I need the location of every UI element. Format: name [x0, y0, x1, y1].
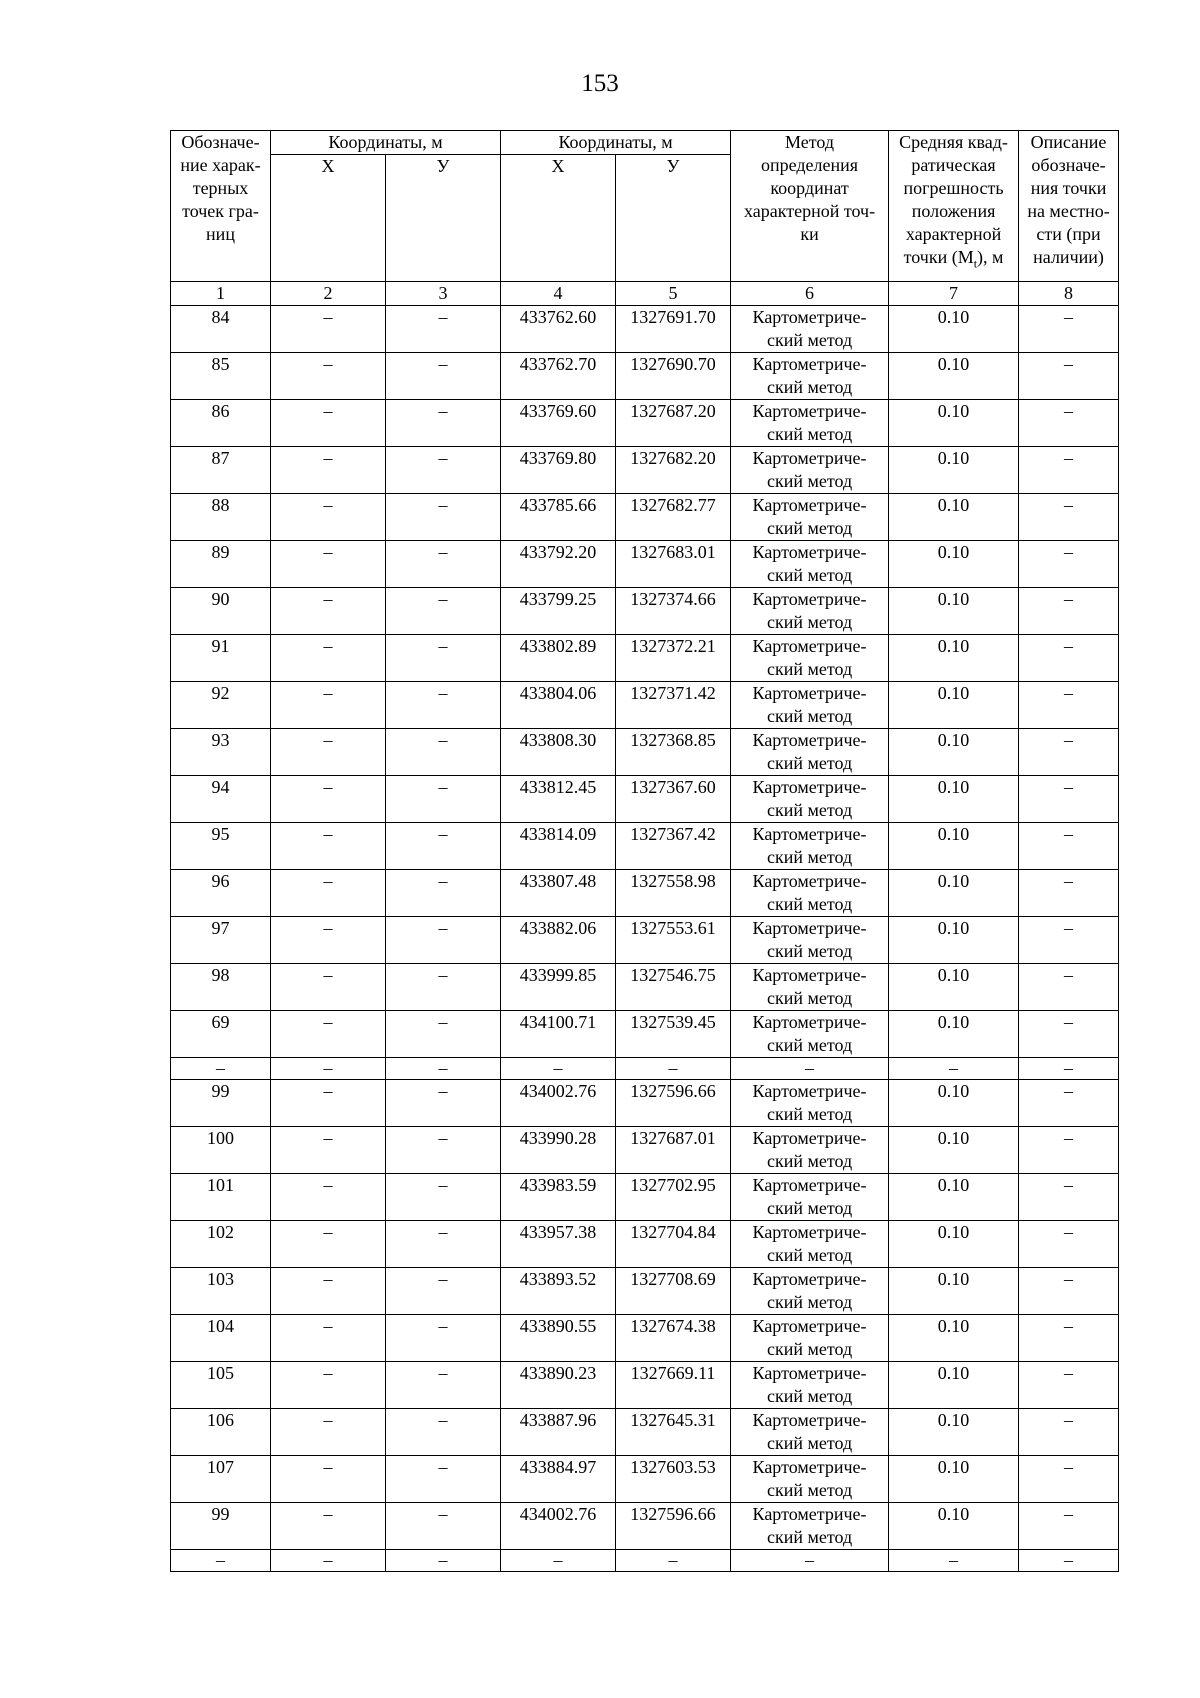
cell-y-old: –: [386, 306, 501, 353]
cell-error: 0.10: [889, 729, 1019, 776]
cell-separator: –: [386, 1058, 501, 1080]
table-body: [171, 131, 1119, 1572]
column-number: 6: [731, 282, 889, 306]
cell-point-id: 96: [171, 870, 271, 917]
cell-error: 0.10: [889, 964, 1019, 1011]
cell-y-old: –: [386, 1127, 501, 1174]
header-x2: Х: [501, 155, 616, 282]
table-row: [171, 400, 1119, 447]
cell-x-old: –: [271, 400, 386, 447]
cell-y-new: 1327596.66: [616, 1080, 731, 1127]
table-row: [171, 494, 1119, 541]
cell-x-old: –: [271, 588, 386, 635]
cell-x-old: –: [271, 1409, 386, 1456]
cell-error: 0.10: [889, 1456, 1019, 1503]
cell-method: Картометриче- ский метод: [731, 1456, 889, 1503]
table-row: [171, 588, 1119, 635]
cell-description: –: [1019, 494, 1119, 541]
cell-separator: –: [501, 1058, 616, 1080]
cell-y-old: –: [386, 1315, 501, 1362]
cell-method: Картометриче- ский метод: [731, 917, 889, 964]
cell-x-old: –: [271, 1315, 386, 1362]
cell-method: Картометриче- ский метод: [731, 447, 889, 494]
table-row: [171, 1080, 1119, 1127]
cell-y-old: –: [386, 870, 501, 917]
cell-separator: –: [616, 1058, 731, 1080]
cell-point-id: 98: [171, 964, 271, 1011]
cell-point-id: 106: [171, 1409, 271, 1456]
table-row: [171, 823, 1119, 870]
cell-y-old: –: [386, 541, 501, 588]
cell-y-new: 1327371.42: [616, 682, 731, 729]
cell-x-new: 433890.23: [501, 1362, 616, 1409]
page-number: 153: [581, 70, 619, 97]
cell-error: 0.10: [889, 635, 1019, 682]
cell-y-old: –: [386, 1221, 501, 1268]
cell-point-id: 93: [171, 729, 271, 776]
cell-x-old: –: [271, 1456, 386, 1503]
cell-error: 0.10: [889, 682, 1019, 729]
cell-y-old: –: [386, 1268, 501, 1315]
cell-x-old: –: [271, 776, 386, 823]
cell-description: –: [1019, 964, 1119, 1011]
cell-x-new: 433785.66: [501, 494, 616, 541]
cell-description: –: [1019, 400, 1119, 447]
cell-description: –: [1019, 1409, 1119, 1456]
cell-y-new: 1327691.70: [616, 306, 731, 353]
cell-description: –: [1019, 353, 1119, 400]
cell-x-new: 433999.85: [501, 964, 616, 1011]
cell-error: 0.10: [889, 588, 1019, 635]
cell-point-id: 86: [171, 400, 271, 447]
cell-separator: –: [889, 1058, 1019, 1080]
cell-y-old: –: [386, 729, 501, 776]
cell-error: 0.10: [889, 1409, 1019, 1456]
cell-x-new: 433890.55: [501, 1315, 616, 1362]
cell-description: –: [1019, 1174, 1119, 1221]
header-row-top: [171, 131, 1119, 155]
cell-x-new: 433802.89: [501, 635, 616, 682]
table-row: [171, 964, 1119, 1011]
cell-description: –: [1019, 917, 1119, 964]
cell-error: 0.10: [889, 353, 1019, 400]
cell-separator: –: [271, 1058, 386, 1080]
cell-y-old: –: [386, 494, 501, 541]
cell-x-new: 433887.96: [501, 1409, 616, 1456]
header-error: [889, 131, 1019, 282]
cell-y-old: –: [386, 635, 501, 682]
cell-x-old: –: [271, 917, 386, 964]
cell-separator: –: [386, 1550, 501, 1572]
cell-y-new: 1327682.77: [616, 494, 731, 541]
cell-separator: –: [271, 1550, 386, 1572]
cell-y-old: –: [386, 1011, 501, 1058]
header-description: Описание обозначе- ния точки на местно- сти (при наличии): [1019, 131, 1119, 282]
cell-separator: –: [731, 1550, 889, 1572]
cell-x-old: –: [271, 541, 386, 588]
cell-y-old: –: [386, 1409, 501, 1456]
cell-x-old: –: [271, 1011, 386, 1058]
cell-x-old: –: [271, 729, 386, 776]
table-row: [171, 1409, 1119, 1456]
cell-error: 0.10: [889, 1362, 1019, 1409]
cell-y-new: 1327687.20: [616, 400, 731, 447]
cell-description: –: [1019, 306, 1119, 353]
header-coords-group-1: Координаты, м: [271, 131, 501, 155]
cell-x-old: –: [271, 353, 386, 400]
cell-error: 0.10: [889, 823, 1019, 870]
cell-point-id: 88: [171, 494, 271, 541]
cell-y-new: 1327368.85: [616, 729, 731, 776]
cell-x-new: 433893.52: [501, 1268, 616, 1315]
cell-point-id: 92: [171, 682, 271, 729]
cell-method: Картометриче- ский метод: [731, 964, 889, 1011]
cell-y-new: 1327708.69: [616, 1268, 731, 1315]
cell-error: 0.10: [889, 541, 1019, 588]
cell-y-old: –: [386, 1174, 501, 1221]
header-coords-group-2: Координаты, м: [501, 131, 731, 155]
cell-x-old: –: [271, 1362, 386, 1409]
cell-x-new: 433799.25: [501, 588, 616, 635]
cell-y-new: 1327367.42: [616, 823, 731, 870]
cell-method: Картометриче- ский метод: [731, 1315, 889, 1362]
cell-error: 0.10: [889, 1268, 1019, 1315]
column-number: 1: [171, 282, 271, 306]
cell-point-id: 105: [171, 1362, 271, 1409]
cell-y-old: –: [386, 1362, 501, 1409]
cell-description: –: [1019, 1456, 1119, 1503]
cell-method: Картометриче- ский метод: [731, 1362, 889, 1409]
column-number-row: [171, 282, 1119, 306]
cell-x-old: –: [271, 635, 386, 682]
cell-y-old: –: [386, 823, 501, 870]
cell-point-id: 90: [171, 588, 271, 635]
cell-y-old: –: [386, 1080, 501, 1127]
cell-point-id: 85: [171, 353, 271, 400]
cell-point-id: 104: [171, 1315, 271, 1362]
cell-x-new: 433804.06: [501, 682, 616, 729]
cell-method: Картометриче- ский метод: [731, 400, 889, 447]
column-number: 4: [501, 282, 616, 306]
separator-row: [171, 1550, 1119, 1572]
cell-description: –: [1019, 729, 1119, 776]
cell-x-new: 433769.60: [501, 400, 616, 447]
cell-error: 0.10: [889, 494, 1019, 541]
cell-method: Картометриче- ский метод: [731, 588, 889, 635]
table-row: [171, 306, 1119, 353]
cell-y-new: 1327372.21: [616, 635, 731, 682]
cell-method: Картометриче- ский метод: [731, 1174, 889, 1221]
cell-point-id: 94: [171, 776, 271, 823]
cell-x-old: –: [271, 870, 386, 917]
column-number: 2: [271, 282, 386, 306]
cell-x-new: 433983.59: [501, 1174, 616, 1221]
cell-x-new: 433762.70: [501, 353, 616, 400]
cell-separator: –: [171, 1550, 271, 1572]
cell-description: –: [1019, 541, 1119, 588]
cell-y-old: –: [386, 588, 501, 635]
column-number: 7: [889, 282, 1019, 306]
cell-y-new: 1327687.01: [616, 1127, 731, 1174]
cell-y-new: 1327558.98: [616, 870, 731, 917]
cell-point-id: 69: [171, 1011, 271, 1058]
cell-x-old: –: [271, 1268, 386, 1315]
cell-x-new: 434002.76: [501, 1503, 616, 1550]
cell-x-old: –: [271, 447, 386, 494]
header-error-tail: ), м: [977, 247, 1004, 267]
table-row: [171, 917, 1119, 964]
column-number: 5: [616, 282, 731, 306]
cell-point-id: 89: [171, 541, 271, 588]
cell-description: –: [1019, 776, 1119, 823]
cell-y-old: –: [386, 776, 501, 823]
cell-error: 0.10: [889, 1503, 1019, 1550]
cell-method: Картометриче- ский метод: [731, 1503, 889, 1550]
cell-method: Картометриче- ский метод: [731, 870, 889, 917]
cell-description: –: [1019, 1127, 1119, 1174]
cell-point-id: 91: [171, 635, 271, 682]
cell-x-new: 433792.20: [501, 541, 616, 588]
cell-description: –: [1019, 1080, 1119, 1127]
cell-y-new: 1327367.60: [616, 776, 731, 823]
cell-method: Картометриче- ский метод: [731, 1011, 889, 1058]
cell-x-old: –: [271, 1503, 386, 1550]
cell-y-new: 1327702.95: [616, 1174, 731, 1221]
cell-y-new: 1327645.31: [616, 1409, 731, 1456]
cell-separator: –: [171, 1058, 271, 1080]
cell-y-old: –: [386, 964, 501, 1011]
cell-x-new: 433990.28: [501, 1127, 616, 1174]
cell-separator: –: [731, 1058, 889, 1080]
cell-x-old: –: [271, 1174, 386, 1221]
cell-error: 0.10: [889, 1174, 1019, 1221]
cell-method: Картометриче- ский метод: [731, 1268, 889, 1315]
cell-x-new: 433814.09: [501, 823, 616, 870]
cell-y-new: 1327682.20: [616, 447, 731, 494]
cell-x-new: 433807.48: [501, 870, 616, 917]
cell-description: –: [1019, 823, 1119, 870]
cell-separator: –: [1019, 1550, 1119, 1572]
table-row: [171, 682, 1119, 729]
cell-description: –: [1019, 1268, 1119, 1315]
cell-method: Картометриче- ский метод: [731, 541, 889, 588]
table-row: [171, 1174, 1119, 1221]
table-row: [171, 729, 1119, 776]
table-row: [171, 447, 1119, 494]
cell-separator: –: [501, 1550, 616, 1572]
cell-y-new: 1327374.66: [616, 588, 731, 635]
cell-x-old: –: [271, 964, 386, 1011]
cell-point-id: 101: [171, 1174, 271, 1221]
cell-method: Картометриче- ский метод: [731, 682, 889, 729]
cell-y-old: –: [386, 447, 501, 494]
header-error-sub: t: [973, 256, 978, 271]
cell-method: Картометриче- ский метод: [731, 1221, 889, 1268]
cell-method: Картометриче- ский метод: [731, 1080, 889, 1127]
cell-description: –: [1019, 1221, 1119, 1268]
cell-x-new: 433812.45: [501, 776, 616, 823]
header-x1: Х: [271, 155, 386, 282]
cell-error: 0.10: [889, 1315, 1019, 1362]
cell-point-id: 102: [171, 1221, 271, 1268]
cell-description: –: [1019, 447, 1119, 494]
cell-x-old: –: [271, 494, 386, 541]
cell-y-new: 1327669.11: [616, 1362, 731, 1409]
cell-y-new: 1327539.45: [616, 1011, 731, 1058]
cell-x-new: 433808.30: [501, 729, 616, 776]
cell-method: Картометриче- ский метод: [731, 635, 889, 682]
table-row: [171, 1221, 1119, 1268]
cell-error: 0.10: [889, 1127, 1019, 1174]
table-row: [171, 1315, 1119, 1362]
cell-x-new: 433762.60: [501, 306, 616, 353]
cell-y-old: –: [386, 1503, 501, 1550]
cell-error: 0.10: [889, 447, 1019, 494]
header-designation: Обозначе- ние харак- терных точек гра- ниц: [171, 131, 271, 282]
cell-description: –: [1019, 635, 1119, 682]
cell-point-id: 100: [171, 1127, 271, 1174]
cell-y-new: 1327603.53: [616, 1456, 731, 1503]
table-row: [171, 541, 1119, 588]
cell-description: –: [1019, 1362, 1119, 1409]
cell-x-old: –: [271, 682, 386, 729]
column-number: 3: [386, 282, 501, 306]
cell-method: Картометриче- ский метод: [731, 823, 889, 870]
cell-y-new: 1327553.61: [616, 917, 731, 964]
cell-method: Картометриче- ский метод: [731, 776, 889, 823]
cell-error: 0.10: [889, 776, 1019, 823]
cell-point-id: 87: [171, 447, 271, 494]
cell-y-old: –: [386, 400, 501, 447]
cell-x-new: 433957.38: [501, 1221, 616, 1268]
cell-method: Картометриче- ский метод: [731, 1127, 889, 1174]
cell-y-old: –: [386, 682, 501, 729]
table-row: [171, 1011, 1119, 1058]
cell-description: –: [1019, 870, 1119, 917]
cell-y-new: 1327596.66: [616, 1503, 731, 1550]
separator-row: [171, 1058, 1119, 1080]
cell-method: Картометриче- ский метод: [731, 1409, 889, 1456]
cell-description: –: [1019, 1315, 1119, 1362]
cell-error: 0.10: [889, 1011, 1019, 1058]
cell-y-new: 1327546.75: [616, 964, 731, 1011]
table-row: [171, 1503, 1119, 1550]
cell-x-old: –: [271, 823, 386, 870]
boundary-points-table: [170, 130, 1119, 1572]
table-row: [171, 1362, 1119, 1409]
table-row: [171, 870, 1119, 917]
cell-point-id: 84: [171, 306, 271, 353]
cell-point-id: 97: [171, 917, 271, 964]
cell-x-new: 433882.06: [501, 917, 616, 964]
cell-description: –: [1019, 1503, 1119, 1550]
cell-error: 0.10: [889, 917, 1019, 964]
cell-x-new: 433884.97: [501, 1456, 616, 1503]
cell-separator: –: [616, 1550, 731, 1572]
cell-description: –: [1019, 1011, 1119, 1058]
cell-x-old: –: [271, 306, 386, 353]
cell-method: Картометриче- ский метод: [731, 353, 889, 400]
table-row: [171, 776, 1119, 823]
cell-separator: –: [889, 1550, 1019, 1572]
cell-x-new: 433769.80: [501, 447, 616, 494]
header-method: Метод определения координат характерной точ- ки: [731, 131, 889, 282]
cell-point-id: 103: [171, 1268, 271, 1315]
cell-error: 0.10: [889, 306, 1019, 353]
cell-x-old: –: [271, 1127, 386, 1174]
cell-y-new: 1327704.84: [616, 1221, 731, 1268]
cell-y-old: –: [386, 353, 501, 400]
cell-description: –: [1019, 588, 1119, 635]
cell-method: Картометриче- ский метод: [731, 494, 889, 541]
cell-y-old: –: [386, 1456, 501, 1503]
cell-error: 0.10: [889, 1080, 1019, 1127]
table-row: [171, 353, 1119, 400]
cell-error: 0.10: [889, 400, 1019, 447]
cell-y-old: –: [386, 917, 501, 964]
cell-x-old: –: [271, 1221, 386, 1268]
table-row: [171, 635, 1119, 682]
cell-error: 0.10: [889, 870, 1019, 917]
cell-separator: –: [1019, 1058, 1119, 1080]
cell-method: Картометриче- ский метод: [731, 729, 889, 776]
table-row: [171, 1268, 1119, 1315]
cell-y-new: 1327690.70: [616, 353, 731, 400]
header-error-main: Средняя квад- ратическая погрешность положения характерной точки (M: [899, 132, 1008, 267]
cell-y-new: 1327674.38: [616, 1315, 731, 1362]
table-row: [171, 1127, 1119, 1174]
cell-x-new: 434002.76: [501, 1080, 616, 1127]
cell-point-id: 107: [171, 1456, 271, 1503]
header-y1: У: [386, 155, 501, 282]
cell-description: –: [1019, 682, 1119, 729]
cell-method: Картометриче- ский метод: [731, 306, 889, 353]
column-number: 8: [1019, 282, 1119, 306]
cell-point-id: 95: [171, 823, 271, 870]
cell-point-id: 99: [171, 1503, 271, 1550]
cell-x-old: –: [271, 1080, 386, 1127]
header-y2: У: [616, 155, 731, 282]
cell-point-id: 99: [171, 1080, 271, 1127]
cell-x-new: 434100.71: [501, 1011, 616, 1058]
cell-error: 0.10: [889, 1221, 1019, 1268]
table-row: [171, 1456, 1119, 1503]
cell-y-new: 1327683.01: [616, 541, 731, 588]
